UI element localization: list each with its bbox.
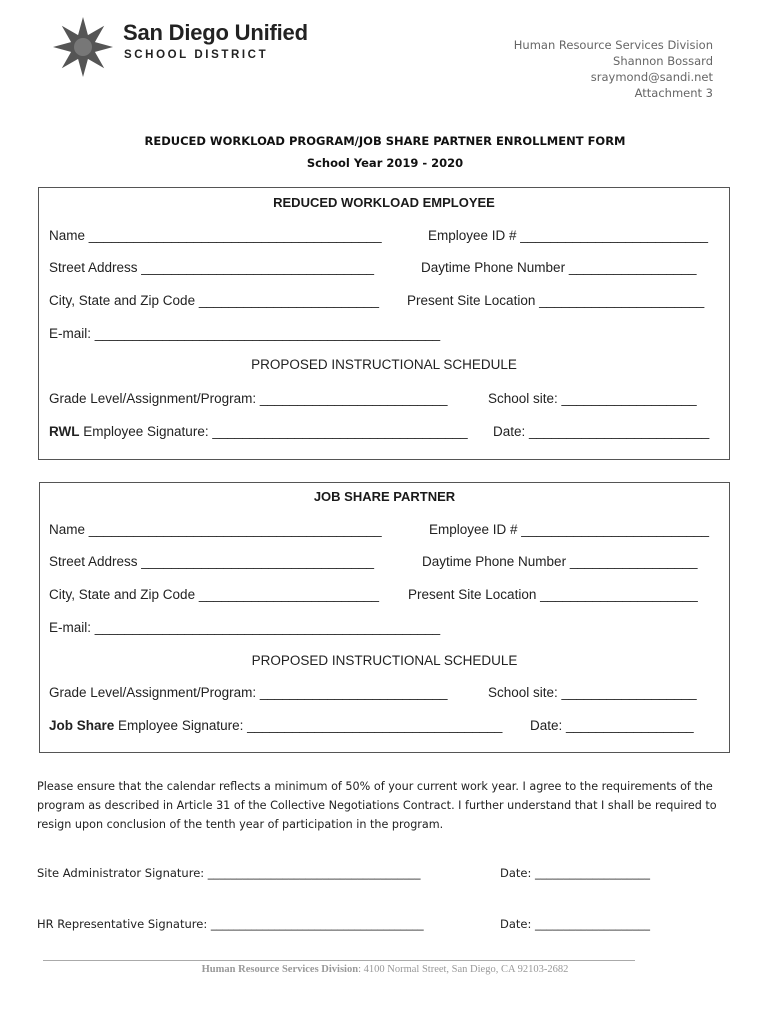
hr-rep-signature-field[interactable]: HR Representative Signature: _____________________________________ — [37, 917, 424, 931]
employee-id-field[interactable]: Employee ID # _________________________ — [429, 522, 709, 537]
agreement-paragraph — [37, 777, 737, 834]
section-title: REDUCED WORKLOAD EMPLOYEE — [273, 195, 495, 210]
present-site-field[interactable]: Present Site Location _____________________ — [408, 587, 698, 602]
schedule-title: PROPOSED INSTRUCTIONAL SCHEDULE — [251, 357, 517, 372]
daytime-phone-field[interactable]: Daytime Phone Number _________________ — [422, 554, 698, 569]
agreement-line: resign upon conclusion of the tenth year of participation in the program. — [37, 818, 444, 831]
logo-district-subtitle: SCHOOL DISTRICT — [124, 49, 269, 61]
header-email: sraymond@sandi.net — [590, 70, 713, 84]
street-address-field[interactable]: Street Address _______________________________ — [49, 554, 375, 569]
header-attachment: Attachment 3 — [634, 86, 713, 100]
email-field[interactable]: E-mail: ______________________________________________ — [49, 326, 441, 341]
city-state-zip-field[interactable]: City, State and Zip Code ________________________ — [49, 293, 380, 308]
footer-street-address: : 4100 Normal Street, San Diego, CA 92103-2682 — [358, 964, 569, 975]
footer-address — [0, 964, 770, 975]
schedule-title: PROPOSED INSTRUCTIONAL SCHEDULE — [251, 653, 518, 668]
name-field[interactable]: Name _______________________________________ — [49, 522, 382, 537]
grade-level-field[interactable]: Grade Level/Assignment/Program: _________________________ — [49, 685, 448, 700]
signature-bold-label: RWL — [49, 424, 80, 439]
reduced-workload-section — [38, 187, 730, 460]
form-school-year: School Year 2019 - 2020 — [306, 156, 464, 170]
agreement-line: program as described in Article 31 of the Collective Negotiations Contract. I further understand that I shall be required to — [37, 799, 717, 812]
header-contact-name: Shannon Bossard — [613, 54, 713, 68]
site-admin-signature-field[interactable]: Site Administrator Signature: _____________________________________ — [37, 866, 421, 880]
site-admin-date-field[interactable]: Date: ____________________ — [500, 866, 651, 880]
header-division: Human Resource Services Division — [513, 38, 713, 52]
job-share-signature-field[interactable] — [49, 718, 502, 733]
header-contact-block — [514, 37, 713, 101]
district-logo-icon — [52, 16, 114, 78]
email-field[interactable]: E-mail: ______________________________________________ — [49, 620, 441, 635]
daytime-phone-field[interactable]: Daytime Phone Number _________________ — [421, 260, 697, 275]
present-site-field[interactable]: Present Site Location ______________________ — [407, 293, 705, 308]
section-title: JOB SHARE PARTNER — [313, 489, 456, 504]
signature-label: Employee Signature: __________________________________ — [79, 424, 468, 439]
job-share-section — [39, 482, 730, 753]
hr-rep-date-field[interactable]: Date: ____________________ — [500, 917, 651, 931]
agreement-line: Please ensure that the calendar reflects a minimum of 50% of your current work year. I agree to the requirements of the — [37, 780, 713, 793]
school-site-field[interactable]: School site: __________________ — [488, 391, 697, 406]
city-state-zip-field[interactable]: City, State and Zip Code ________________________ — [49, 587, 380, 602]
form-title: REDUCED WORKLOAD PROGRAM/JOB SHARE PARTNER ENROLLMENT FORM — [144, 134, 626, 148]
rwl-date-field[interactable]: Date: ________________________ — [493, 424, 710, 439]
grade-level-field[interactable]: Grade Level/Assignment/Program: _________________________ — [49, 391, 448, 406]
signature-label: Employee Signature: __________________________________ — [114, 718, 503, 733]
street-address-field[interactable]: Street Address _______________________________ — [49, 260, 375, 275]
rwl-signature-field[interactable] — [49, 424, 468, 439]
logo-district-name: San Diego Unified — [123, 20, 308, 45]
footer-divider — [43, 960, 635, 961]
signature-bold-label: Job Share — [49, 718, 115, 733]
job-share-date-field[interactable]: Date: _________________ — [530, 718, 694, 733]
school-site-field[interactable]: School site: __________________ — [488, 685, 697, 700]
footer-division: Human Resource Services Division — [201, 964, 359, 975]
employee-id-field[interactable]: Employee ID # _________________________ — [428, 228, 708, 243]
name-field[interactable]: Name _______________________________________ — [49, 228, 382, 243]
